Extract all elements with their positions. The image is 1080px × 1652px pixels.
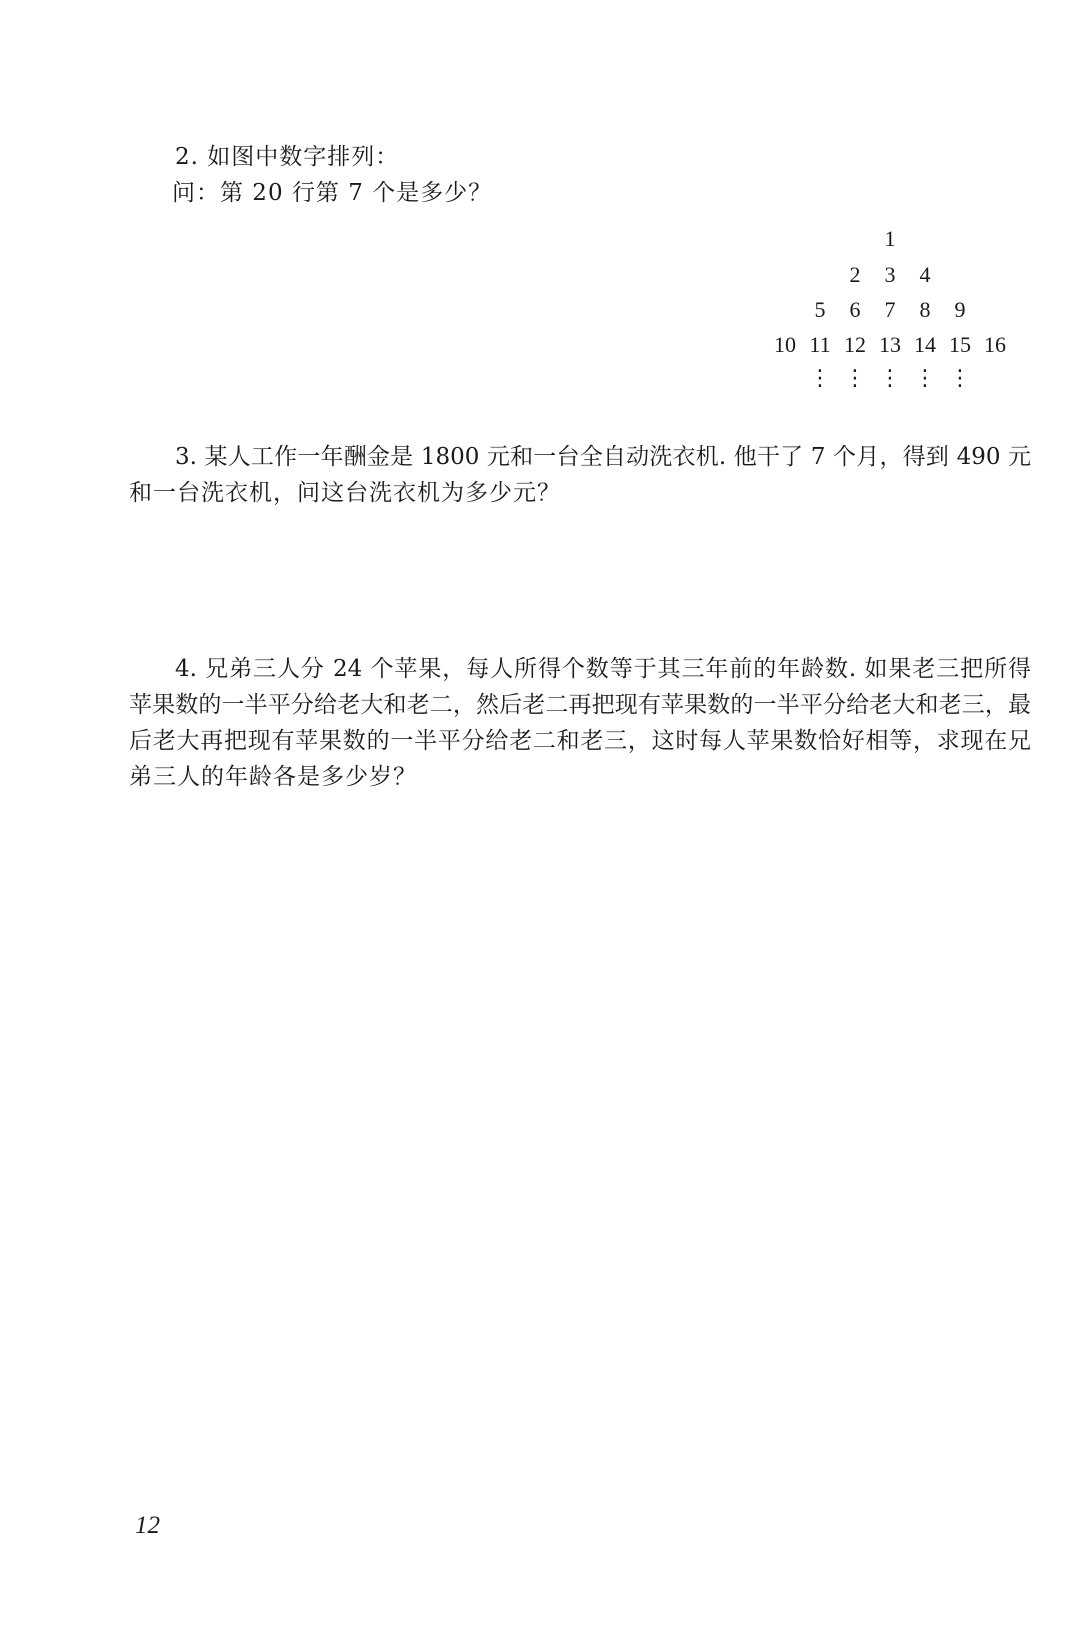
triangle-number: 4: [919, 262, 931, 287]
triangle-number: 1: [884, 226, 896, 251]
triangle-number: 6: [849, 297, 861, 322]
triangle-number: 10: [774, 332, 796, 357]
triangle-number: 16: [984, 332, 1006, 357]
triangle-number: 14: [914, 332, 936, 357]
triangle-number: 7: [884, 297, 896, 322]
triangle-number: 15: [949, 332, 971, 357]
problem-2-heading: 2. 如图中数字排列：: [175, 144, 400, 170]
vertical-ellipsis: ⋮: [879, 366, 901, 391]
problem-4-line-3: 后老大再把现有苹果数的一半平分给老二和老三，这时每人苹果数恰好相等，求现在兄: [129, 728, 1031, 754]
vertical-ellipsis: ⋮: [809, 366, 831, 391]
triangle-number: 2: [849, 262, 861, 287]
triangle-number: 12: [844, 332, 866, 357]
triangle-number: 8: [919, 297, 931, 322]
triangle-number: 11: [809, 332, 831, 357]
vertical-ellipsis: ⋮: [914, 366, 936, 391]
problem-4-line-1: 4. 兄弟三人分 24 个苹果，每人所得个数等于其三年前的年龄数. 如果老三把所得: [175, 656, 1031, 682]
problem-3-line-1: 3. 某人工作一年酬金是 1800 元和一台全自动洗衣机. 他干了 7 个月，得到 490 元: [175, 444, 1031, 470]
triangle-number: 3: [884, 262, 896, 287]
triangle-number: 13: [879, 332, 901, 357]
vertical-ellipsis: ⋮: [949, 366, 971, 391]
problem-3-line-2: 和一台洗衣机，问这台洗衣机为多少元？: [129, 480, 561, 506]
page-number: 12: [135, 1512, 160, 1539]
vertical-ellipsis: ⋮: [844, 366, 866, 391]
triangle-number: 5: [814, 297, 826, 322]
problem-2-question: 问：第 20 行第 7 个是多少？: [172, 180, 493, 206]
problem-4-line-2: 苹果数的一半平分给老大和老二，然后老二再把现有苹果数的一半平分给老大和老三，最: [129, 692, 1031, 718]
triangle-number: 9: [954, 297, 966, 322]
problem-4-line-4: 弟三人的年龄各是多少岁？: [129, 764, 417, 790]
